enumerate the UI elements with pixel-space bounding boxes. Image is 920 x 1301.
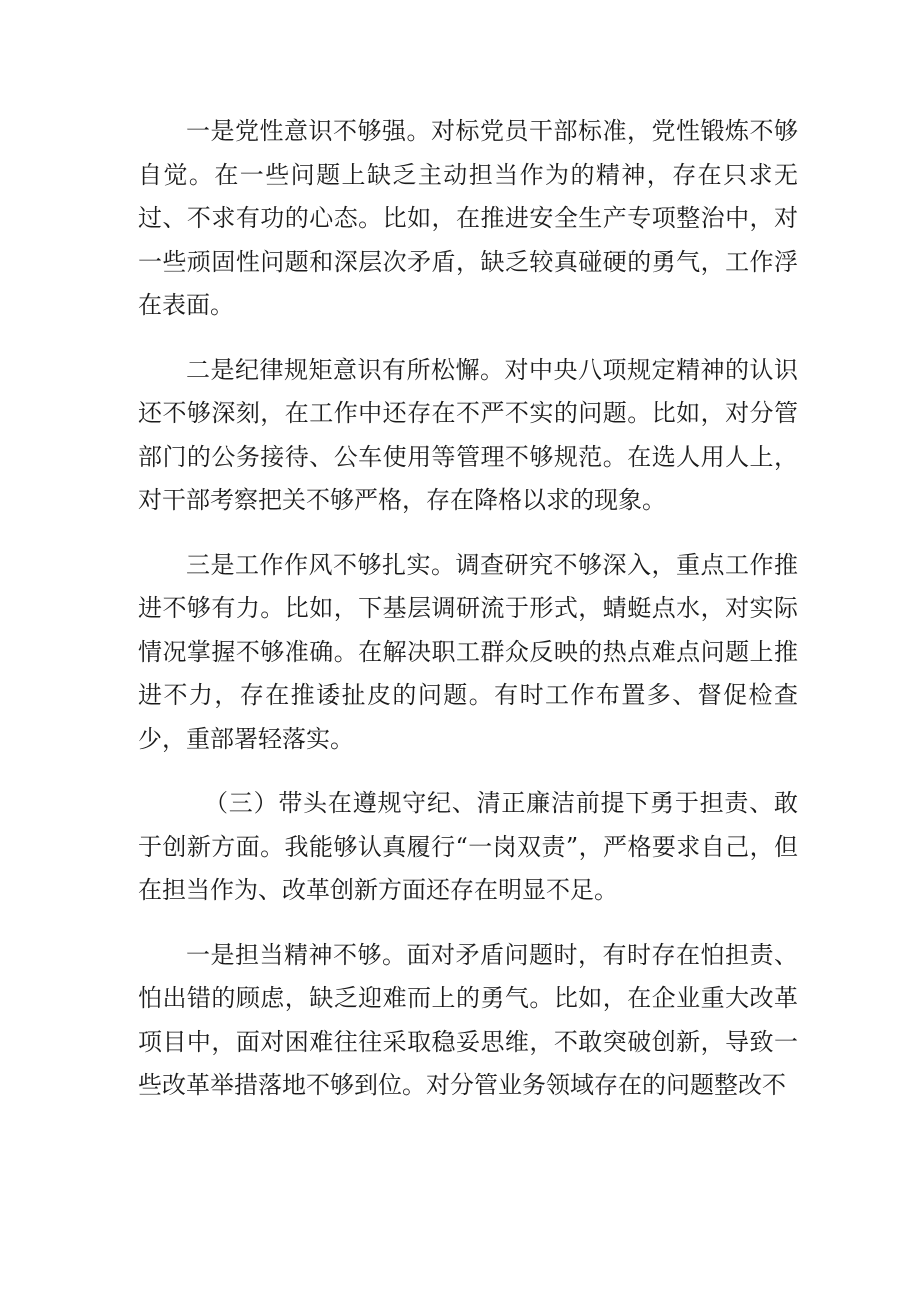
paragraph-work-style: 三是工作作风不够扎实。调查研究不够深入，重点工作推进不够有力。比如，下基层调研流于形式，蜻蜓点水，对实际情况掌握不够准确。在解决职工群众反映的热点难点问题上推进不力，存在推诿扯皮的问题。有时工作布置多、督促检查少，重部署轻落实。 xyxy=(138,550,798,753)
paragraph-party-awareness: 一是党性意识不够强。对标党员干部标准，党性锻炼不够自觉。在一些问题上缺乏主动担当作为的精神，存在只求无过、不求有功的心态。比如，在推进安全生产专项整治中，对一些顽固性问题和深层次矛盾，缺乏较真碰硬的勇气，工作浮在表面。 xyxy=(138,117,798,319)
section-heading-paragraph-three: （三）带头在遵规守纪、清正廉洁前提下勇于担责、敢于创新方面。我能够认真履行“一岗双责”，严格要求自己，但在担当作为、改革创新方面还存在明显不足。 xyxy=(138,789,798,904)
paragraph-responsibility-spirit: 一是担当精神不够。面对矛盾问题时，有时存在怕担责、怕出错的顾虑，缺乏迎难而上的勇气。比如，在企业重大改革项目中，面对困难往往采取稳妥思维，不敢突破创新，导致一些改革举措落地不够到位。对分管业务领域存在的问题整改不 xyxy=(138,940,798,1099)
paragraph-discipline-awareness: 二是纪律规矩意识有所松懈。对中央八项规定精神的认识还不够深刻，在工作中还存在不严不实的问题。比如，对分管部门的公务接待、公车使用等管理不够规范。在选人用人上，对干部考察把关不够严格，存在降格以求的现象。 xyxy=(138,355,798,514)
document-body xyxy=(138,110,798,1129)
